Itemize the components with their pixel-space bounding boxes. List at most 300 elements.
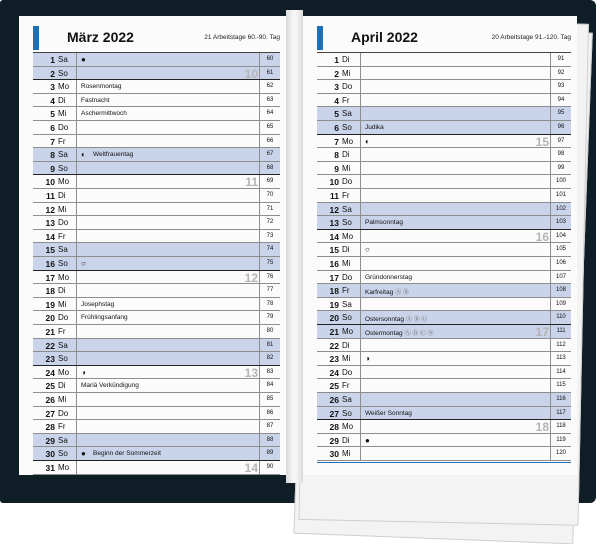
day-of-year: 74 [266, 246, 274, 253]
day-of-year-cell [259, 94, 280, 107]
day-row [317, 379, 571, 393]
day-row [33, 352, 280, 366]
column-divider [76, 148, 77, 161]
day-of-year: 97 [557, 137, 565, 144]
day-of-year: 65 [266, 124, 274, 130]
day-of-year: 93 [557, 83, 565, 90]
day-row [317, 257, 571, 271]
column-divider [76, 461, 77, 474]
day-number: 8 [50, 150, 55, 161]
page-bottom-rule [317, 462, 571, 463]
day-number: 5 [334, 109, 339, 120]
day-of-year-cell [550, 53, 571, 66]
day-of-year: 61 [266, 69, 274, 76]
weekday: Di [58, 381, 66, 391]
event-label [365, 274, 412, 281]
column-divider [360, 148, 361, 161]
day-of-year-cell [259, 175, 280, 188]
day-of-year: 98 [557, 151, 565, 158]
day-of-year: 75 [266, 260, 274, 266]
column-divider [360, 121, 361, 134]
day-number: 9 [50, 163, 55, 174]
day-row [33, 447, 280, 461]
day-of-year: 100 [555, 178, 566, 185]
column-divider [76, 216, 77, 229]
header-accent-bar [317, 26, 323, 50]
day-of-year: 72 [266, 219, 274, 226]
day-row [317, 162, 571, 176]
weekday: Sa [342, 109, 352, 119]
day-row [317, 175, 571, 189]
day-of-year-cell [259, 379, 280, 392]
weekday: Sa [58, 55, 68, 64]
holiday-region-icons: Ⓐ Ⓑ Ⓒ [406, 317, 428, 324]
day-number: 27 [329, 408, 339, 419]
day-number: 30 [329, 449, 339, 460]
day-number: 18 [329, 286, 339, 297]
day-of-year-cell [550, 107, 571, 120]
weekday: So [342, 313, 352, 323]
event-text: Weißer Sonntag [365, 409, 412, 417]
event-label [365, 124, 384, 131]
weekday: Do [58, 123, 69, 132]
day-number: 23 [45, 354, 55, 365]
column-divider [360, 352, 361, 365]
column-divider [76, 94, 77, 107]
weekday: Mi [58, 299, 67, 309]
day-of-year-cell [259, 148, 280, 161]
day-row [33, 434, 280, 448]
day-number: 16 [45, 259, 55, 269]
event-label [365, 219, 403, 226]
day-of-year: 92 [557, 69, 565, 76]
weekday: Do [342, 177, 353, 187]
column-divider [360, 447, 361, 460]
weekday: So [58, 354, 68, 364]
day-of-year: 79 [266, 314, 274, 321]
weekday: Di [342, 435, 350, 445]
day-of-year-cell [550, 271, 571, 284]
day-of-year: 99 [557, 164, 565, 171]
moon-phase-icon: ● [81, 55, 86, 64]
day-of-year-cell [550, 257, 571, 270]
day-of-year-cell [259, 339, 280, 352]
day-row [33, 393, 280, 407]
day-row [317, 216, 571, 230]
event-label [365, 287, 409, 296]
planner-spine [286, 10, 303, 483]
day-row [33, 311, 280, 325]
column-divider [360, 175, 361, 188]
weekday: Sa [58, 435, 68, 445]
weekday: Mo [342, 136, 354, 146]
weekday: Mi [342, 449, 351, 459]
event-text: Mariä Verkündigung [81, 382, 139, 390]
column-divider [360, 325, 361, 338]
event-text: Fastnacht [81, 96, 110, 104]
column-divider [76, 107, 77, 120]
day-of-year: 103 [555, 219, 566, 226]
column-divider [76, 230, 77, 243]
day-of-year-cell [259, 420, 280, 433]
day-of-year-cell [550, 148, 571, 161]
day-of-year-cell [259, 366, 280, 379]
day-number: 13 [45, 218, 55, 229]
weekday: Mi [58, 109, 67, 119]
column-divider [76, 257, 77, 270]
column-divider [76, 135, 77, 148]
weekday: Mo [58, 177, 70, 187]
day-of-year: 120 [555, 450, 566, 457]
day-of-year-cell [550, 420, 571, 433]
weekday: Fr [58, 136, 66, 146]
column-divider [360, 366, 361, 379]
event-text: Ostermontag [365, 330, 403, 337]
day-of-year: 69 [266, 178, 274, 185]
day-of-year: 104 [555, 232, 566, 239]
day-row [33, 162, 280, 176]
month-info: 20 Arbeitstage 91.-120. Tag [491, 34, 571, 41]
column-divider [76, 407, 77, 420]
day-of-year-cell [259, 243, 280, 256]
day-of-year-cell [259, 407, 280, 420]
weekday: Fr [58, 327, 66, 336]
weekday: Sa [342, 395, 352, 404]
day-of-year: 84 [266, 382, 274, 389]
day-number: 15 [45, 245, 55, 256]
day-row [33, 148, 280, 162]
column-divider [76, 420, 77, 433]
day-row [33, 461, 280, 475]
day-of-year: 109 [555, 300, 566, 307]
event-label [365, 410, 412, 417]
day-of-year-cell [550, 379, 571, 392]
event-text: Beginn der Sommerzeit [93, 450, 161, 458]
day-number: 15 [329, 245, 339, 256]
event-text: Gründonnerstag [365, 273, 412, 281]
weekday: Mi [58, 204, 67, 214]
day-row [33, 189, 280, 203]
day-of-year: 91 [557, 56, 565, 62]
day-number: 4 [50, 95, 55, 106]
day-of-year-cell [550, 366, 571, 379]
day-of-year-cell [550, 80, 571, 93]
column-divider [76, 379, 77, 392]
day-row [317, 366, 571, 380]
day-of-year-cell [259, 393, 280, 406]
weekday: Di [342, 55, 350, 64]
event-text: Josephstag [81, 300, 115, 308]
day-number: 29 [45, 435, 55, 446]
day-number: 1 [334, 55, 339, 65]
day-row [317, 230, 571, 244]
weekday: Fr [58, 231, 66, 241]
day-row [33, 284, 280, 298]
day-number: 4 [334, 95, 339, 106]
day-of-year: 64 [266, 110, 274, 117]
column-divider [360, 284, 361, 297]
day-number: 3 [334, 82, 339, 93]
column-divider [76, 339, 77, 352]
weekday: So [58, 68, 68, 78]
day-of-year: 77 [266, 287, 274, 294]
day-number: 9 [334, 163, 339, 174]
day-row [317, 284, 571, 298]
weekday: So [58, 163, 68, 173]
day-of-year-cell [550, 311, 571, 324]
weekday: Mo [58, 367, 70, 377]
weekday: Sa [58, 340, 68, 350]
event-text: Weltfrauentag [93, 151, 134, 159]
event-label [81, 301, 114, 308]
day-row [317, 447, 571, 461]
day-of-year-cell [259, 189, 280, 202]
day-of-year-cell [259, 257, 280, 270]
day-of-year-cell [550, 67, 571, 80]
column-divider [76, 366, 77, 379]
column-divider [76, 434, 77, 447]
day-number: 25 [329, 381, 339, 392]
day-of-year-cell [550, 189, 571, 202]
column-divider [360, 420, 361, 433]
day-of-year: 63 [266, 96, 274, 103]
column-divider [360, 135, 361, 148]
day-number: 21 [45, 327, 55, 337]
day-of-year: 106 [555, 260, 566, 266]
day-of-year: 87 [266, 423, 274, 430]
day-of-year: 90 [266, 464, 274, 470]
day-of-year: 78 [266, 300, 274, 307]
day-row [33, 203, 280, 217]
day-number: 26 [329, 395, 339, 405]
moon-phase-icon: ◐ [365, 136, 370, 146]
weekday: Di [342, 245, 350, 255]
day-row [317, 67, 571, 81]
day-of-year-cell [550, 434, 571, 447]
day-number: 7 [50, 136, 55, 147]
day-of-year-cell [259, 107, 280, 120]
day-row [33, 325, 280, 339]
day-of-year: 70 [266, 192, 274, 198]
weekday: Mo [58, 463, 70, 472]
day-of-year-cell [550, 298, 571, 311]
day-number: 23 [329, 354, 339, 365]
event-text: Frühlingsanfang [81, 314, 128, 322]
day-of-year: 113 [556, 355, 566, 362]
day-of-year: 118 [556, 423, 566, 430]
day-number: 29 [329, 435, 339, 446]
moon-phase-icon: ◑ [81, 367, 86, 377]
page-header [303, 26, 577, 52]
day-of-year-cell [259, 298, 280, 311]
day-row [33, 271, 280, 285]
day-row [317, 407, 571, 421]
holiday-region-icons: Ⓐ Ⓑ Ⓒ Ⓓ [404, 331, 434, 337]
day-of-year: 85 [266, 396, 274, 402]
day-number: 27 [45, 408, 55, 419]
day-number: 26 [45, 395, 55, 405]
day-number: 1 [50, 55, 55, 65]
day-row [33, 121, 280, 135]
day-number: 6 [50, 123, 55, 133]
event-label [81, 97, 110, 104]
day-of-year-cell [550, 94, 571, 107]
column-divider [76, 311, 77, 324]
column-divider [360, 53, 361, 66]
week-number: 11 [245, 175, 258, 190]
day-of-year-cell [550, 135, 571, 148]
day-row [317, 189, 571, 203]
day-of-year: 117 [556, 409, 566, 416]
column-divider [360, 216, 361, 229]
day-of-year: 88 [266, 436, 274, 443]
day-of-year-cell [550, 203, 571, 216]
column-divider [360, 107, 361, 120]
day-number: 24 [45, 367, 55, 378]
day-of-year-cell [550, 352, 571, 365]
day-of-year: 67 [266, 151, 274, 158]
day-row [33, 80, 280, 94]
column-divider [360, 230, 361, 243]
day-of-year: 112 [556, 341, 566, 348]
weekday: Mo [58, 272, 70, 282]
day-of-year-cell [550, 284, 571, 297]
event-text: Karfreitag [365, 289, 394, 297]
day-row [33, 339, 280, 353]
moon-phase-icon: ○ [365, 245, 370, 255]
column-divider [360, 434, 361, 447]
week-number: 10 [244, 66, 258, 81]
day-of-year: 89 [266, 450, 274, 457]
day-of-year: 66 [266, 137, 274, 144]
week-number: 14 [244, 461, 258, 475]
day-of-year-cell [259, 230, 280, 243]
weekday: Di [342, 340, 350, 350]
month-title: April 2022 [351, 29, 418, 45]
day-row [33, 175, 280, 189]
day-number: 16 [329, 259, 339, 269]
weekday: Mi [342, 354, 351, 364]
day-number: 11 [330, 191, 339, 201]
column-divider [360, 243, 361, 256]
day-of-year-cell [550, 216, 571, 229]
day-of-year-cell [259, 271, 280, 284]
day-of-year: 62 [266, 83, 274, 90]
day-number: 18 [45, 286, 55, 297]
weekday: Do [58, 218, 69, 228]
day-of-year-cell [259, 284, 280, 297]
day-of-year-cell [259, 162, 280, 175]
weekday: Do [58, 313, 69, 323]
day-number: 19 [45, 299, 55, 310]
event-label [93, 450, 161, 457]
day-row [33, 243, 280, 257]
day-of-year-cell [259, 121, 280, 134]
column-divider [360, 379, 361, 392]
day-number: 12 [329, 204, 339, 215]
day-number: 11 [46, 191, 55, 201]
day-row [317, 243, 571, 257]
day-row [317, 352, 571, 366]
day-row [317, 53, 571, 67]
event-label [93, 151, 133, 158]
day-row [33, 366, 280, 380]
column-divider [76, 325, 77, 338]
weekday: Di [58, 95, 66, 105]
day-row [317, 393, 571, 407]
day-number: 21 [329, 327, 339, 337]
day-row [317, 434, 571, 448]
day-number: 28 [45, 422, 55, 433]
day-number: 28 [329, 422, 339, 433]
weekday: Do [342, 272, 353, 282]
weekday: Fr [58, 422, 66, 432]
day-of-year: 82 [266, 355, 274, 362]
moon-phase-icon: ◐ [81, 150, 86, 160]
moon-phase-icon: ● [81, 449, 86, 459]
day-row [317, 339, 571, 353]
day-of-year: 105 [555, 246, 566, 253]
month-info: 21 Arbeitstage 60.-90. Tag [204, 34, 280, 41]
day-row [317, 94, 571, 108]
day-of-year-cell [259, 434, 280, 447]
day-row [317, 271, 571, 285]
day-number: 5 [50, 109, 55, 120]
column-divider [76, 393, 77, 406]
day-number: 2 [334, 68, 339, 79]
day-of-year: 114 [556, 368, 566, 375]
day-row [317, 325, 571, 339]
weekday: Mo [342, 422, 354, 432]
day-number: 25 [45, 381, 55, 392]
day-of-year-cell [259, 135, 280, 148]
day-of-year-cell [259, 67, 280, 80]
week-number: 17 [535, 325, 549, 339]
day-of-year-cell [259, 325, 280, 338]
event-label [81, 83, 121, 90]
column-divider [76, 243, 77, 256]
column-divider [76, 203, 77, 216]
column-divider [76, 121, 77, 134]
day-of-year-cell [550, 393, 571, 406]
column-divider [360, 271, 361, 284]
weekday: Do [342, 82, 353, 92]
holiday-region-icons: Ⓐ Ⓑ [395, 290, 409, 297]
week-number: 18 [535, 420, 549, 435]
column-divider [360, 311, 361, 324]
day-row [317, 311, 571, 325]
column-divider [76, 67, 77, 80]
event-label [81, 314, 128, 321]
weekday: So [342, 123, 352, 132]
day-of-year-cell [259, 461, 280, 474]
day-of-year-cell [259, 447, 280, 460]
weekday: Fr [342, 95, 350, 105]
day-row [33, 407, 280, 421]
day-row [317, 298, 571, 312]
weekday: So [342, 408, 352, 418]
column-divider [76, 53, 77, 66]
day-of-year: 108 [555, 287, 566, 294]
column-divider [360, 94, 361, 107]
column-divider [360, 393, 361, 406]
april-page [303, 16, 577, 475]
day-of-year-cell [259, 216, 280, 229]
week-number: 12 [244, 270, 258, 285]
column-divider [76, 447, 77, 460]
day-of-year: 95 [557, 110, 565, 117]
moon-phase-icon: ● [365, 435, 370, 445]
